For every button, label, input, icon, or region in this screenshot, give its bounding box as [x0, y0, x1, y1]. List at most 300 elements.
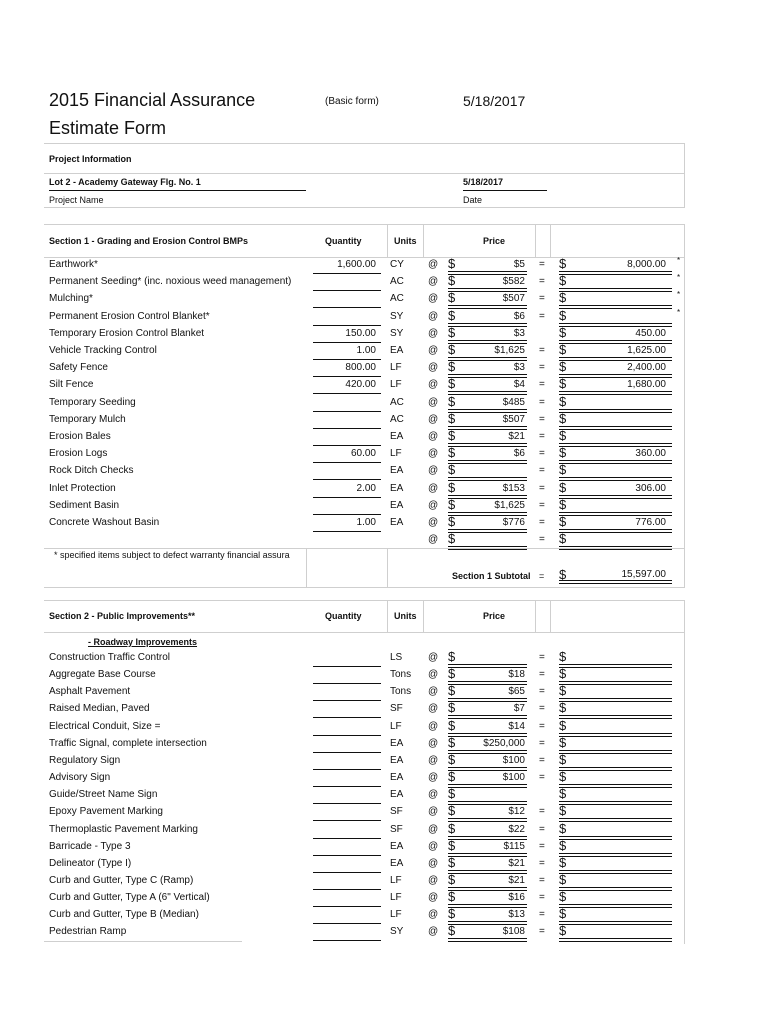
entry-underline — [313, 376, 381, 377]
price-dollar: $ — [448, 479, 456, 495]
section1-row — [0, 410, 770, 431]
entry-underline — [559, 443, 672, 447]
unit-price: $3 — [513, 362, 525, 374]
unit-value: EA — [390, 465, 404, 477]
warranty-marker: * — [677, 307, 681, 317]
entry-underline — [313, 531, 381, 532]
at-symbol: @ — [428, 926, 439, 938]
total-dollar: $ — [559, 273, 567, 289]
unit-price: $21 — [508, 857, 525, 869]
entry-underline — [559, 357, 672, 361]
price-dollar: $ — [448, 376, 456, 392]
equals-symbol: = — [539, 293, 545, 305]
section1-row — [0, 514, 770, 534]
entry-underline — [313, 445, 381, 446]
entry-underline — [313, 872, 381, 873]
unit-price: $65 — [508, 686, 525, 698]
quantity-value: 1.00 — [356, 517, 376, 528]
entry-underline — [559, 887, 672, 891]
row-total: 1,625.00 — [627, 345, 666, 356]
at-symbol: @ — [428, 669, 439, 681]
price-dollar: $ — [448, 666, 456, 682]
entry-underline — [313, 735, 381, 736]
total-dollar: $ — [559, 769, 567, 785]
section1-row — [0, 273, 770, 293]
price-dollar: $ — [448, 324, 456, 340]
entry-underline — [559, 715, 672, 719]
entry-underline — [559, 870, 672, 874]
item-description: Asphalt Pavement — [49, 686, 131, 698]
section2-row — [0, 871, 770, 892]
unit-value: SY — [390, 310, 404, 322]
item-description: Safety Fence — [49, 362, 108, 374]
entry-underline — [448, 288, 527, 292]
entry-underline — [448, 767, 527, 771]
unit-price: $507 — [502, 413, 525, 425]
price-dollar: $ — [448, 769, 456, 785]
equals-symbol: = — [539, 754, 545, 766]
equals-symbol: = — [539, 362, 545, 374]
project-name-label: Project Name — [49, 195, 104, 205]
equals-symbol: = — [539, 396, 545, 408]
entry-underline — [313, 855, 381, 856]
entry-underline — [313, 307, 381, 308]
entry-underline — [313, 752, 381, 753]
quantity-value: 420.00 — [345, 379, 376, 391]
at-symbol: @ — [428, 652, 439, 663]
item-description: Raised Median, Paved — [49, 703, 150, 715]
unit-value: EA — [390, 499, 404, 511]
unit-price: $1,625 — [494, 345, 525, 356]
total-dollar: $ — [559, 410, 567, 426]
at-symbol: @ — [428, 293, 439, 305]
section1-footnote: * specified items subject to defect warranty financial assura — [54, 550, 290, 560]
quantity-value: 1.00 — [356, 345, 376, 356]
equals-symbol: = — [539, 310, 545, 322]
equals-symbol: = — [539, 737, 545, 749]
unit-price: $12 — [508, 806, 525, 818]
equals-symbol: = — [539, 259, 545, 270]
total-dollar: $ — [559, 803, 567, 819]
section2-row — [0, 906, 770, 926]
section1-row — [0, 393, 770, 414]
item-description: Curb and Gutter, Type A (6" Vertical) — [49, 892, 210, 904]
entry-underline — [559, 374, 672, 378]
equals-symbol: = — [539, 448, 545, 460]
price-dollar: $ — [448, 649, 456, 664]
unit-price: $115 — [503, 840, 525, 852]
total-dollar: $ — [559, 889, 567, 905]
at-symbol: @ — [428, 310, 439, 322]
price-dollar: $ — [448, 906, 456, 922]
section1-row — [0, 496, 770, 517]
section1-row — [0, 342, 770, 362]
unit-value: EA — [390, 737, 404, 749]
at-symbol: @ — [428, 823, 439, 835]
entry-underline — [448, 801, 527, 805]
total-dollar: $ — [559, 734, 567, 750]
at-symbol: @ — [428, 327, 439, 339]
entry-underline — [313, 666, 381, 667]
at-symbol: @ — [428, 499, 439, 511]
price-dollar: $ — [448, 717, 456, 733]
item-description: Thermoplastic Pavement Marking — [49, 823, 198, 835]
entry-underline — [313, 906, 381, 907]
section2-row — [0, 820, 770, 841]
section1-row — [0, 479, 770, 500]
entry-underline — [559, 271, 672, 275]
entry-underline — [448, 477, 527, 481]
section1-subtotal-value: 15,597.00 — [621, 569, 666, 580]
entry-underline — [559, 904, 672, 908]
item-description: Curb and Gutter, Type C (Ramp) — [49, 874, 194, 886]
section2-col-price: Price — [483, 611, 506, 621]
entry-underline — [313, 462, 381, 463]
at-symbol: @ — [428, 259, 439, 270]
equals-symbol: = — [539, 874, 545, 886]
entry-underline — [313, 497, 381, 498]
entry-underline — [448, 836, 527, 840]
entry-underline — [313, 359, 381, 360]
item-description: Advisory Sign — [49, 772, 111, 784]
entry-underline — [448, 357, 527, 361]
entry-underline — [559, 750, 672, 754]
price-dollar: $ — [448, 786, 456, 802]
subtotal-dollar: $ — [559, 567, 567, 582]
unit-price: $582 — [502, 276, 525, 288]
price-dollar: $ — [448, 445, 456, 461]
price-dollar: $ — [448, 803, 456, 819]
equals-symbol: = — [539, 482, 545, 494]
unit-price: $4 — [513, 379, 525, 391]
unit-value: EA — [390, 857, 404, 869]
equals-symbol: = — [539, 499, 545, 511]
price-dollar: $ — [448, 923, 456, 939]
price-dollar: $ — [448, 496, 456, 512]
price-dollar: $ — [448, 734, 456, 750]
unit-value: EA — [390, 482, 404, 494]
entry-underline — [559, 664, 672, 668]
price-dollar: $ — [448, 531, 456, 547]
section2-title: Section 2 - Public Improvements** — [49, 611, 196, 621]
entry-underline — [313, 273, 381, 274]
entry-underline — [559, 323, 672, 327]
price-dollar: $ — [448, 837, 456, 853]
project-info-label: Project Information — [49, 154, 132, 164]
at-symbol: @ — [428, 345, 439, 356]
item-description: Inlet Protection — [49, 482, 116, 494]
price-dollar: $ — [448, 683, 456, 699]
unit-value: LF — [390, 448, 402, 460]
at-symbol: @ — [428, 482, 439, 494]
unit-value: Tons — [390, 686, 412, 698]
unit-price: $485 — [502, 396, 525, 408]
warranty-marker: * — [677, 273, 681, 283]
unit-price: $3 — [513, 327, 525, 339]
entry-underline — [559, 409, 672, 413]
entry-underline — [559, 288, 672, 292]
entry-underline — [559, 477, 672, 481]
section1-row — [0, 256, 770, 276]
item-description: Rock Ditch Checks — [49, 465, 134, 477]
price-dollar: $ — [448, 256, 456, 271]
item-description: Curb and Gutter, Type B (Median) — [49, 909, 199, 921]
unit-value: AC — [390, 276, 404, 288]
unit-value: LF — [390, 362, 402, 374]
section1-col-price: Price — [483, 236, 506, 246]
price-dollar: $ — [448, 514, 456, 529]
unit-value: SF — [390, 703, 403, 715]
entry-underline — [559, 853, 672, 857]
entry-underline — [313, 700, 381, 701]
quantity-value: 800.00 — [345, 362, 376, 374]
entry-underline — [559, 801, 672, 805]
at-symbol: @ — [428, 720, 439, 732]
unit-price: $776 — [502, 517, 525, 528]
unit-value: LF — [390, 379, 402, 391]
entry-underline — [448, 853, 527, 857]
equals-symbol: = — [539, 892, 545, 904]
entry-underline — [448, 715, 527, 719]
section2-row — [0, 700, 770, 720]
unit-price: $250,000 — [483, 737, 525, 749]
total-dollar: $ — [559, 445, 567, 461]
price-dollar: $ — [448, 854, 456, 870]
unit-value: LS — [390, 652, 403, 663]
at-symbol: @ — [428, 465, 439, 477]
entry-underline — [313, 342, 381, 343]
total-dollar: $ — [559, 837, 567, 853]
entry-underline — [313, 325, 381, 326]
total-dollar: $ — [559, 717, 567, 733]
entry-underline — [559, 305, 672, 309]
entry-underline — [448, 921, 527, 925]
section1-row — [0, 376, 770, 396]
item-description: Earthwork* — [49, 259, 98, 270]
equals-symbol: = — [539, 534, 545, 546]
total-dollar: $ — [559, 342, 567, 357]
section1-row — [0, 445, 770, 465]
at-symbol: @ — [428, 892, 439, 904]
unit-value: EA — [390, 772, 404, 784]
at-symbol: @ — [428, 703, 439, 715]
item-description: Traffic Signal, complete intersection — [49, 737, 207, 749]
at-symbol: @ — [428, 909, 439, 921]
section1-col-quantity: Quantity — [325, 236, 362, 246]
total-dollar: $ — [559, 923, 567, 939]
entry-underline — [448, 529, 527, 533]
entry-underline — [448, 409, 527, 413]
at-symbol: @ — [428, 857, 439, 869]
price-dollar: $ — [448, 751, 456, 767]
price-dollar: $ — [448, 462, 456, 478]
item-description: Temporary Erosion Control Blanket — [49, 327, 205, 339]
warranty-marker: * — [677, 290, 681, 300]
section1-row — [0, 462, 770, 482]
price-dollar: $ — [448, 410, 456, 426]
entry-underline — [559, 784, 672, 788]
total-dollar: $ — [559, 479, 567, 495]
unit-price: $507 — [502, 293, 525, 305]
unit-value: EA — [390, 789, 404, 801]
total-dollar: $ — [559, 256, 567, 271]
section2-row — [0, 751, 770, 772]
unit-value: EA — [390, 517, 404, 528]
unit-value: EA — [390, 431, 404, 442]
quantity-value: 2.00 — [356, 482, 376, 494]
equals-symbol: = — [539, 806, 545, 818]
row-total: 8,000.00 — [627, 259, 666, 270]
price-dollar: $ — [448, 307, 456, 323]
unit-value: LF — [390, 892, 402, 904]
entry-underline — [313, 923, 381, 924]
unit-price: $14 — [508, 720, 525, 732]
section2-row — [0, 717, 770, 738]
entry-underline — [559, 340, 672, 344]
item-description: Sediment Basin — [49, 499, 120, 511]
entry-underline — [313, 786, 381, 787]
at-symbol: @ — [428, 517, 439, 528]
entry-underline — [448, 938, 527, 942]
total-dollar: $ — [559, 531, 567, 547]
unit-value: AC — [390, 293, 404, 305]
entry-underline — [448, 512, 527, 516]
equals-symbol: = — [539, 857, 545, 869]
entry-underline — [448, 784, 527, 788]
price-dollar: $ — [448, 290, 456, 306]
item-description: Pedestrian Ramp — [49, 926, 127, 938]
at-symbol: @ — [428, 276, 439, 288]
total-dollar: $ — [559, 854, 567, 870]
price-dollar: $ — [448, 889, 456, 905]
at-symbol: @ — [428, 413, 439, 425]
entry-underline — [559, 495, 672, 499]
project-name-value: Lot 2 - Academy Gateway Flg. No. 1 — [49, 177, 201, 187]
entry-underline — [313, 428, 381, 429]
entry-underline — [448, 733, 527, 737]
warranty-marker: * — [677, 256, 681, 265]
at-symbol: @ — [428, 534, 439, 546]
unit-price: $18 — [508, 669, 525, 681]
section1-row — [0, 324, 770, 345]
item-description: Silt Fence — [49, 379, 94, 391]
total-dollar: $ — [559, 751, 567, 767]
unit-price: $22 — [508, 823, 525, 835]
unit-price: $5 — [513, 259, 525, 270]
entry-underline — [559, 733, 672, 737]
equals-symbol: = — [539, 909, 545, 921]
unit-value: EA — [390, 840, 404, 852]
row-total: 1,680.00 — [627, 379, 666, 391]
total-dollar: $ — [559, 290, 567, 306]
unit-price: $100 — [502, 754, 525, 766]
equals-symbol: = — [539, 703, 545, 715]
entry-underline — [559, 460, 672, 464]
unit-value: SF — [390, 806, 403, 818]
entry-underline — [448, 681, 527, 685]
row-total: 2,400.00 — [627, 362, 666, 374]
entry-underline — [448, 340, 527, 344]
section2-row — [0, 683, 770, 703]
at-symbol: @ — [428, 686, 439, 698]
entry-underline — [313, 889, 381, 890]
entry-underline — [448, 391, 527, 395]
project-date-label: Date — [463, 195, 483, 205]
at-symbol: @ — [428, 806, 439, 818]
item-description: Temporary Seeding — [49, 396, 136, 408]
entry-underline — [448, 271, 527, 275]
item-description: Guide/Street Name Sign — [49, 789, 158, 801]
entry-underline — [448, 374, 527, 378]
unit-value: AC — [390, 413, 404, 425]
entry-underline — [313, 393, 381, 394]
unit-price: $16 — [508, 892, 525, 904]
price-dollar: $ — [448, 871, 456, 887]
item-description: Epoxy Pavement Marking — [49, 806, 163, 818]
total-dollar: $ — [559, 462, 567, 478]
equals-symbol: = — [539, 772, 545, 784]
entry-underline — [448, 323, 527, 327]
unit-value: SY — [390, 327, 404, 339]
total-dollar: $ — [559, 496, 567, 512]
equals-symbol: = — [539, 413, 545, 425]
entry-underline — [448, 460, 527, 464]
entry-underline — [448, 495, 527, 499]
section1-title: Section 1 - Grading and Erosion Control BMPs — [49, 236, 249, 246]
form-title-line2: Estimate Form — [49, 118, 167, 138]
total-dollar: $ — [559, 393, 567, 409]
total-dollar: $ — [559, 514, 567, 529]
section2-row — [0, 769, 770, 789]
at-symbol: @ — [428, 789, 439, 801]
entry-underline — [448, 698, 527, 702]
section2-row — [0, 734, 770, 755]
unit-price: $6 — [513, 448, 525, 460]
entry-underline — [313, 514, 381, 515]
total-dollar: $ — [559, 786, 567, 802]
section2-col-quantity: Quantity — [325, 611, 362, 621]
unit-price: $153 — [502, 482, 525, 494]
form-type: (Basic form) — [325, 96, 379, 107]
entry-underline — [448, 305, 527, 309]
section1-row — [0, 290, 770, 310]
row-total: 450.00 — [635, 327, 666, 339]
equals-symbol: = — [539, 669, 545, 681]
entry-underline — [313, 940, 381, 941]
unit-value: LF — [390, 909, 402, 921]
entry-underline — [559, 512, 672, 516]
total-dollar: $ — [559, 666, 567, 682]
unit-value: EA — [390, 345, 404, 356]
section2-row — [0, 837, 770, 858]
unit-price: $108 — [502, 926, 525, 938]
section2-col-units: Units — [394, 611, 417, 621]
section2-row — [0, 889, 770, 909]
price-dollar: $ — [448, 428, 456, 443]
unit-price: $100 — [502, 772, 525, 784]
section1-row — [0, 307, 770, 328]
unit-value: LF — [390, 720, 402, 732]
entry-underline — [313, 838, 381, 839]
at-symbol: @ — [428, 737, 439, 749]
unit-value: Tons — [390, 669, 412, 681]
entry-underline — [559, 529, 672, 533]
entry-underline — [559, 698, 672, 702]
unit-price: $7 — [513, 703, 525, 715]
price-dollar: $ — [448, 273, 456, 289]
entry-underline — [448, 887, 527, 891]
entry-underline — [313, 803, 381, 804]
